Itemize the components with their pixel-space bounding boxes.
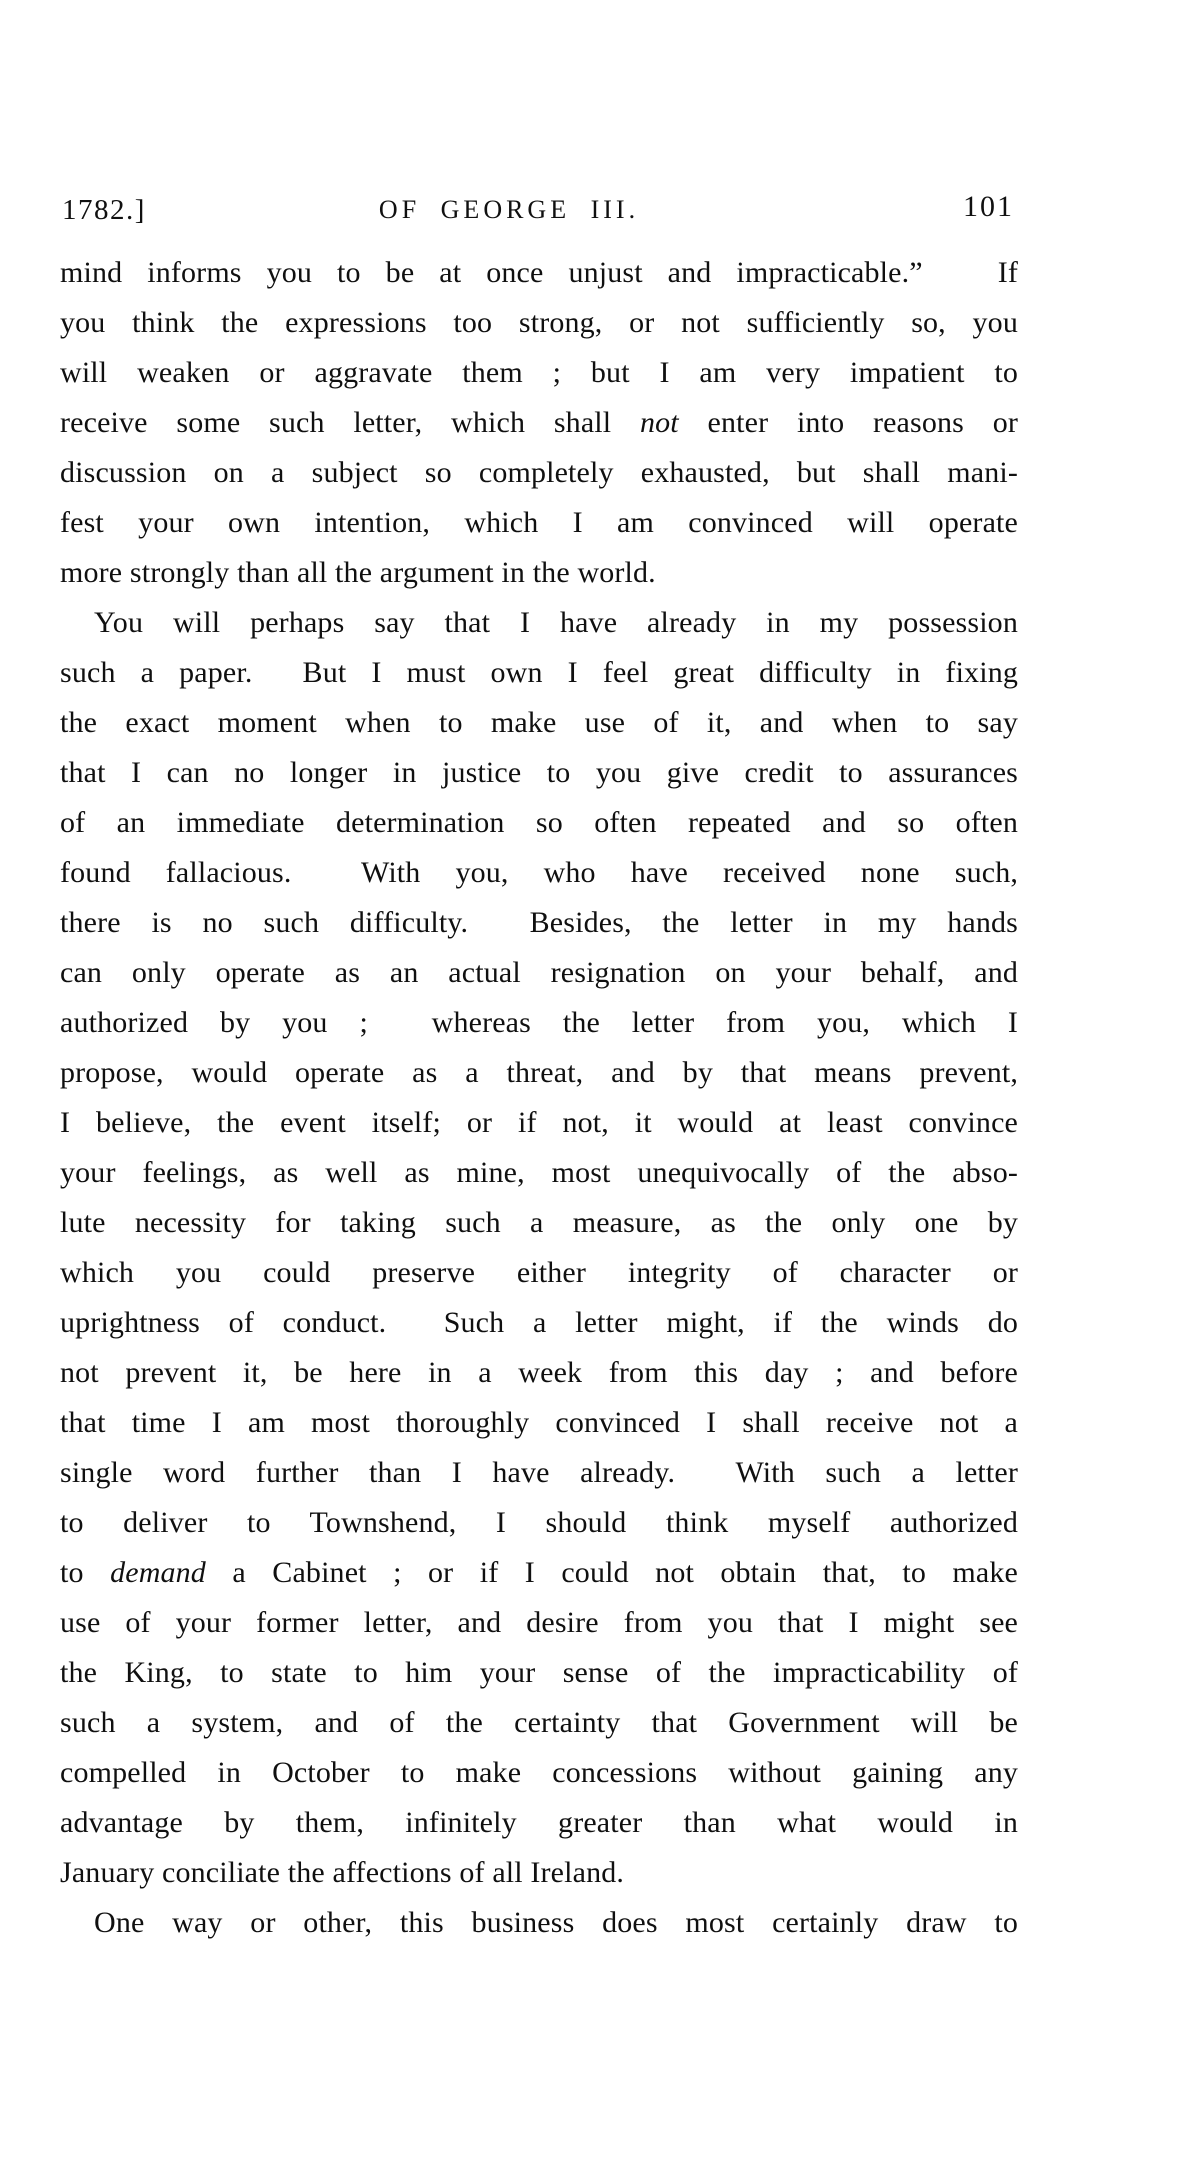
text-line: [60, 898, 1018, 948]
text-segment: will weaken or aggravate them ; but I am very impatient to: [60, 356, 1018, 389]
text-segment: the exact moment when to make use of it, and when to say: [60, 706, 1018, 739]
text-segment: mind informs you to be at once unjust and impracticable.” If: [60, 256, 1018, 289]
text-segment: propose, would operate as a threat, and by that means prevent,: [60, 1056, 1018, 1089]
text-segment: the King, to state to him your sense of the impracticability of: [60, 1656, 1018, 1689]
text-line: [60, 698, 1018, 748]
text-line: [60, 1848, 1018, 1898]
text-segment: receive some such letter, which shall: [60, 406, 640, 439]
text-segment: found fallacious. With you, who have received none such,: [60, 856, 1018, 889]
text-segment: your feelings, as well as mine, most unequivocally of the abso-: [60, 1156, 1018, 1189]
text-segment: to deliver to Townshend, I should think myself authorized: [60, 1506, 1018, 1539]
text-segment: fest your own intention, which I am convinced will operate: [60, 506, 1018, 539]
text-segment: compelled in October to make concessions without gaining any: [60, 1756, 1018, 1789]
text-line: [60, 1248, 1018, 1298]
text-segment: such a paper. But I must own I feel great difficulty in fixing: [60, 656, 1018, 689]
text-line: [60, 448, 1018, 498]
text-segment: to: [60, 1556, 111, 1589]
text-segment: not prevent it, be here in a week from this day ; and before: [60, 1356, 1018, 1389]
text-line: [60, 1648, 1018, 1698]
text-segment: of an immediate determination so often repeated and so often: [60, 806, 1018, 839]
text-segment: can only operate as an actual resignation on your behalf, and: [60, 956, 1018, 989]
text-line: [60, 948, 1018, 998]
text-line: [60, 298, 1018, 348]
text-line: [60, 1548, 1018, 1598]
text-segment: One way or other, this business does most certainly draw to: [94, 1906, 1018, 1939]
text-line: [60, 1148, 1018, 1198]
text-line: [60, 248, 1018, 298]
text-segment: enter into reasons or: [678, 406, 1018, 439]
text-segment: such a system, and of the certainty that Government will be: [60, 1706, 1018, 1739]
text-segment: a Cabinet ; or if I could not obtain that, to make: [205, 1556, 1018, 1589]
page-number: 101: [963, 190, 1014, 223]
text-segment: which you could preserve either integrity of character or: [60, 1256, 1018, 1289]
text-line: [60, 748, 1018, 798]
text-segment: discussion on a subject so completely exhausted, but shall mani-: [60, 456, 1018, 489]
text-line: [60, 1898, 1018, 1948]
text-segment: I believe, the event itself; or if not, it would at least convince: [60, 1106, 1018, 1139]
text-line: [60, 548, 1018, 598]
text-line: [60, 1748, 1018, 1798]
text-line: [60, 1398, 1018, 1448]
text-line: [60, 1598, 1018, 1648]
text-segment: use of your former letter, and desire from you that I might see: [60, 1606, 1018, 1639]
text-segment: uprightness of conduct. Such a letter might, if the winds do: [60, 1306, 1018, 1339]
text-line: [60, 798, 1018, 848]
text-segment: there is no such difficulty. Besides, the letter in my hands: [60, 906, 1018, 939]
text-line: [60, 848, 1018, 898]
text-segment: advantage by them, infinitely greater than what would in: [60, 1806, 1018, 1839]
text-line: [60, 648, 1018, 698]
text-line: [60, 1698, 1018, 1748]
text-segment: you think the expressions too strong, or not sufficiently so, you: [60, 306, 1018, 339]
italic-word: not: [639, 406, 679, 439]
text-segment: that I can no longer in justice to you give credit to assurances: [60, 756, 1018, 789]
text-line: [60, 498, 1018, 548]
text-segment: January conciliate the affections of all Ireland.: [60, 1856, 625, 1889]
text-segment: more strongly than all the argument in the world.: [60, 556, 656, 589]
italic-word: demand: [110, 1556, 206, 1589]
text-segment: single word further than I have already. With such a letter: [60, 1456, 1018, 1489]
page-header: [60, 192, 1018, 232]
text-line: [60, 1498, 1018, 1548]
text-line: [60, 1448, 1018, 1498]
text-line: [60, 1298, 1018, 1348]
text-segment: authorized by you ; whereas the letter from you, which I: [60, 1006, 1018, 1039]
text-line: [60, 998, 1018, 1048]
text-line: [60, 348, 1018, 398]
text-line: [60, 1048, 1018, 1098]
text-line: [60, 1348, 1018, 1398]
page-text: [60, 248, 1018, 1948]
text-line: [60, 1198, 1018, 1248]
text-line: [60, 398, 1018, 448]
text-segment: You will perhaps say that I have already in my possession: [94, 606, 1018, 639]
text-segment: lute necessity for taking such a measure, as the only one by: [60, 1206, 1018, 1239]
text-segment: that time I am most thoroughly convinced I shall receive not a: [60, 1406, 1018, 1439]
text-line: [60, 1098, 1018, 1148]
text-line: [60, 598, 1018, 648]
text-line: [60, 1798, 1018, 1848]
running-title: OF GEORGE III.: [378, 195, 640, 224]
header-year: 1782.]: [62, 194, 146, 226]
